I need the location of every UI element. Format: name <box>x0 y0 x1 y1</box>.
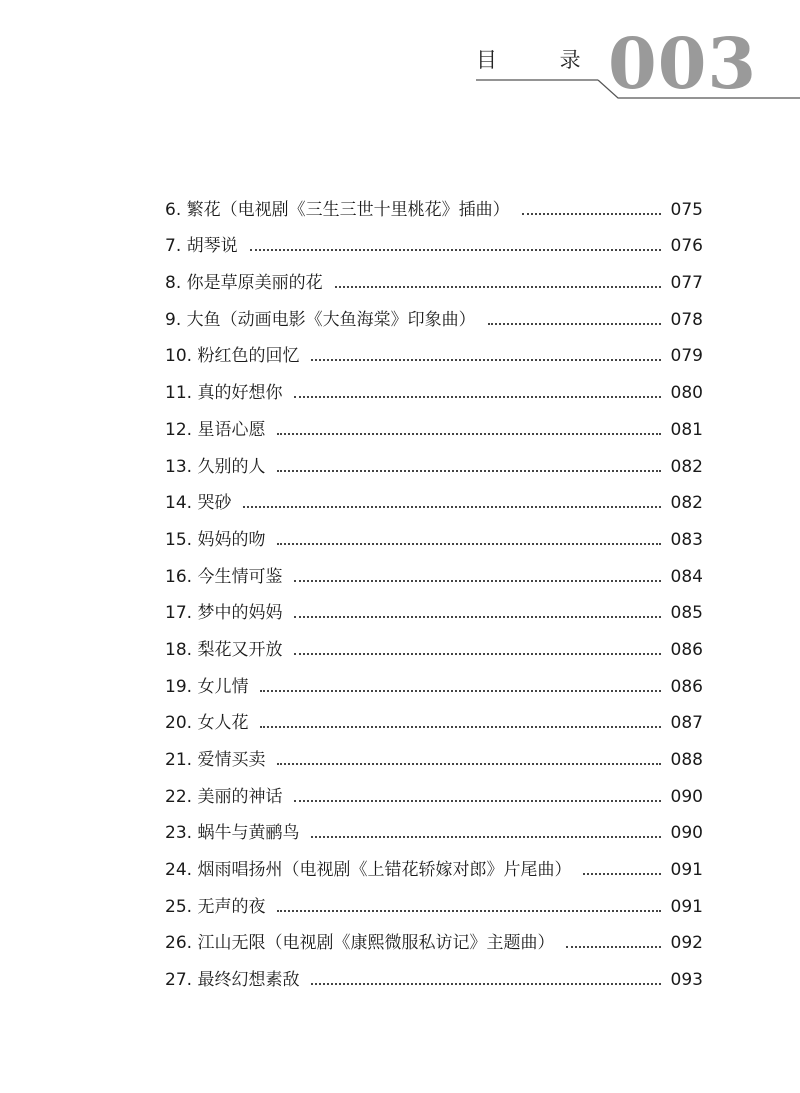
toc-entry <box>165 514 703 551</box>
toc-entry <box>165 661 703 698</box>
toc-entry <box>165 551 703 588</box>
toc-entry-title: 17. 梦中的妈妈 <box>165 603 283 624</box>
toc-entry-page: 084 <box>670 566 703 587</box>
dot-leader <box>311 358 660 361</box>
toc-entry-title: 13. 久别的人 <box>165 456 266 477</box>
toc-entry <box>165 771 703 808</box>
toc-entry <box>165 441 703 478</box>
toc-entry-page: 085 <box>670 603 703 624</box>
toc-entry-page: 083 <box>670 529 703 550</box>
toc-entry-title: 16. 今生情可鉴 <box>165 566 283 587</box>
toc-entry-page: 086 <box>670 676 703 697</box>
toc-entry <box>165 734 703 771</box>
toc-entry-title: 19. 女儿情 <box>165 676 249 697</box>
dot-leader <box>311 835 660 838</box>
dot-leader <box>583 872 660 875</box>
toc-entry-title: 7. 胡琴说 <box>165 236 238 257</box>
toc-entry <box>165 257 703 294</box>
toc-entry-page: 091 <box>670 860 703 881</box>
dot-leader <box>294 799 660 802</box>
toc-entry-title: 22. 美丽的神话 <box>165 786 283 807</box>
dot-leader <box>277 432 660 435</box>
dot-leader <box>522 212 661 215</box>
toc-entry-title: 12. 星语心愿 <box>165 419 266 440</box>
dot-leader <box>335 285 661 288</box>
toc-entry-title: 6. 繁花（电视剧《三生三世十里桃花》插曲） <box>165 199 510 220</box>
toc-entry <box>165 624 703 661</box>
toc-entry-title: 14. 哭砂 <box>165 493 232 514</box>
toc-entry <box>165 588 703 625</box>
dot-leader <box>260 725 660 728</box>
toc-entry-page: 090 <box>670 823 703 844</box>
dot-leader <box>243 505 660 508</box>
toc-entry-title: 27. 最终幻想素敌 <box>165 970 300 991</box>
toc-entry <box>165 698 703 735</box>
toc-entry-page: 093 <box>670 970 703 991</box>
toc-entry <box>165 367 703 404</box>
dot-leader <box>566 945 660 948</box>
toc-entry-title: 20. 女人花 <box>165 713 249 734</box>
toc-entry-page: 092 <box>670 933 703 954</box>
dot-leader <box>294 615 660 618</box>
toc-entry <box>165 808 703 845</box>
toc-entry-page: 081 <box>670 419 703 440</box>
page-header <box>0 0 800 110</box>
toc-entry-page: 090 <box>670 786 703 807</box>
toc-entry-page: 077 <box>670 273 703 294</box>
toc-entry-title: 8. 你是草原美丽的花 <box>165 273 323 294</box>
toc-entry <box>165 404 703 441</box>
dot-leader <box>294 579 660 582</box>
toc-entry-title: 21. 爱情买卖 <box>165 750 266 770</box>
toc-entry-page: 082 <box>670 456 703 477</box>
toc-entry <box>165 331 703 368</box>
toc-entry-page: 088 <box>670 750 703 770</box>
page-number: 003 <box>608 22 758 105</box>
toc-entry-title: 23. 蜗牛与黄鹂鸟 <box>165 823 300 844</box>
toc-entry-title: 9. 大鱼（动画电影《大鱼海棠》印象曲） <box>165 309 476 330</box>
toc-entry-page: 082 <box>670 493 703 514</box>
toc-entry <box>165 478 703 515</box>
toc-entry-title: 18. 梨花又开放 <box>165 639 283 660</box>
toc-entry-title: 26. 江山无限（电视剧《康熙微服私访记》主题曲） <box>165 933 555 954</box>
toc-entry-title: 24. 烟雨唱扬州（电视剧《上错花轿嫁对郎》片尾曲） <box>165 860 572 881</box>
toc-entry <box>165 918 703 955</box>
toc-entry-page: 079 <box>670 346 703 367</box>
toc-entry-page: 075 <box>670 199 703 220</box>
toc-entry-title: 25. 无声的夜 <box>165 896 266 917</box>
table-of-contents <box>165 184 703 991</box>
toc-heading: 目 录 <box>476 48 609 72</box>
dot-leader <box>294 652 660 655</box>
dot-leader <box>260 689 660 692</box>
dot-leader <box>488 322 661 325</box>
toc-entry-page: 080 <box>670 383 703 404</box>
toc-entry <box>165 294 703 331</box>
toc-entry <box>165 184 703 221</box>
toc-entry-page: 091 <box>670 896 703 917</box>
dot-leader <box>277 762 660 765</box>
dot-leader <box>277 909 660 912</box>
toc-entry-title: 10. 粉红色的回忆 <box>165 346 300 367</box>
dot-leader <box>311 982 660 985</box>
toc-entry-page: 086 <box>670 639 703 660</box>
toc-entry-page: 076 <box>670 236 703 257</box>
toc-entry <box>165 844 703 881</box>
toc-entry <box>165 954 703 991</box>
toc-entry-page: 078 <box>670 309 703 330</box>
dot-leader <box>277 542 660 545</box>
toc-entry <box>165 221 703 258</box>
dot-leader <box>250 248 661 251</box>
toc-entry-title: 15. 妈妈的吻 <box>165 529 266 550</box>
toc-entry <box>165 881 703 918</box>
dot-leader <box>294 395 660 398</box>
toc-entry-page: 087 <box>670 713 703 734</box>
toc-entry-title: 11. 真的好想你 <box>165 383 283 404</box>
dot-leader <box>277 469 660 472</box>
